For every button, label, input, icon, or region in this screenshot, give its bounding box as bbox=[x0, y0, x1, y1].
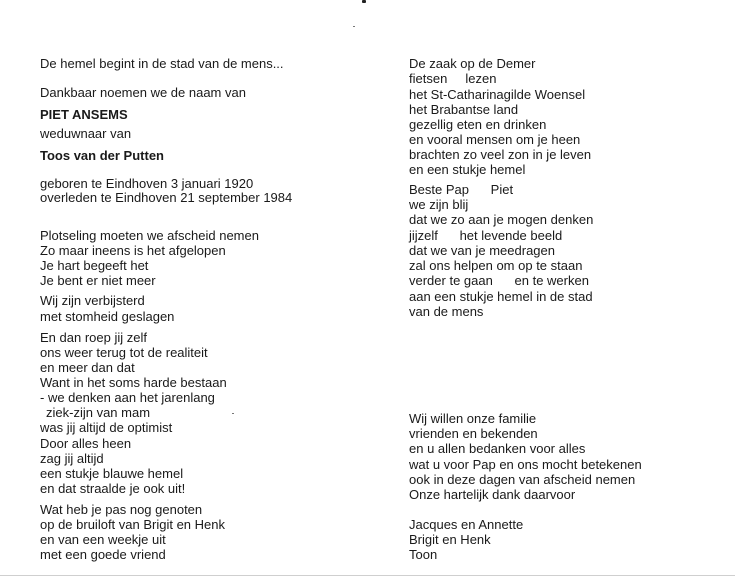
poem-line: Wij zijn verbijsterd bbox=[40, 293, 145, 308]
poem-line: het Brabantse land bbox=[409, 102, 519, 117]
poem-line: zal ons helpen om op te staan bbox=[409, 258, 583, 273]
poem-line: En dan roep jij zelf bbox=[40, 330, 147, 345]
poem-line: fietsen lezen bbox=[409, 71, 497, 86]
poem-line: Beste Pap Piet bbox=[409, 182, 514, 197]
poem-line: ons weer terug tot de realiteit bbox=[40, 345, 208, 360]
poem-line: dat we zo aan je mogen denken bbox=[409, 212, 594, 227]
poem-line: Je hart begeeft het bbox=[40, 258, 149, 273]
poem-line: een stukje blauwe hemel bbox=[40, 466, 184, 481]
thanks-line: vrienden en bekenden bbox=[409, 426, 538, 441]
deceased-name: PIET ANSEMS bbox=[40, 107, 128, 122]
poem-line: met stomheid geslagen bbox=[40, 309, 175, 324]
widower-line: weduwnaar van bbox=[40, 126, 132, 141]
poem-line: jijzelf het levende beeld bbox=[409, 228, 563, 243]
bottom-edge-line bbox=[0, 575, 735, 576]
poem-line: aan een stukje hemel in de stad bbox=[409, 289, 593, 304]
poem-line: het St-Catharinagilde Woensel bbox=[409, 87, 586, 102]
spouse-name: Toos van der Putten bbox=[40, 148, 164, 163]
poem-line: met een goede vriend bbox=[40, 547, 166, 562]
birth-line: geboren te Eindhoven 3 januari 1920 bbox=[40, 176, 254, 191]
poem-line: verder te gaan en te werken bbox=[409, 273, 589, 288]
poem-line: en van een weekje uit bbox=[40, 532, 166, 547]
thanks-line: ook in deze dagen van afscheid nemen bbox=[409, 472, 636, 487]
poem-line: en vooral mensen om je heen bbox=[409, 132, 581, 147]
poem-line: Door alles heen bbox=[40, 436, 132, 451]
poem-line: was jij altijd de optimist bbox=[40, 420, 173, 435]
poem-line: ziek-zijn van mam bbox=[46, 405, 151, 420]
dedication-line: Dankbaar noemen we de naam van bbox=[40, 85, 246, 100]
thanks-line: Wij willen onze familie bbox=[409, 411, 537, 426]
poem-line: gezellig eten en drinken bbox=[409, 117, 547, 132]
poem-line: en meer dan dat bbox=[40, 360, 135, 375]
thanks-line: wat u voor Pap en ons mocht betekenen bbox=[409, 457, 642, 472]
signature-line: Brigit en Henk bbox=[409, 532, 491, 547]
poem-line: we zijn blij bbox=[409, 197, 469, 212]
poem-line: op de bruiloft van Brigit en Henk bbox=[40, 517, 225, 532]
poem-line: Want in het soms harde bestaan bbox=[40, 375, 227, 390]
signature-line: Toon bbox=[409, 547, 438, 562]
poem-line: en dat straalde je ook uit! bbox=[40, 481, 186, 496]
signature-line: Jacques en Annette bbox=[409, 517, 524, 532]
poem-line: - we denken aan het jarenlang bbox=[40, 390, 215, 405]
speck bbox=[353, 26, 355, 27]
poem-line: Zo maar ineens is het afgelopen bbox=[40, 243, 226, 258]
poem-line: Je bent er niet meer bbox=[40, 273, 156, 288]
poem-line: en een stukje hemel bbox=[409, 162, 526, 177]
death-line: overleden te Eindhoven 21 september 1984 bbox=[40, 190, 293, 205]
poem-line: brachten zo veel zon in je leven bbox=[409, 147, 592, 162]
top-mark bbox=[362, 0, 366, 3]
poem-line: De zaak op de Demer bbox=[409, 56, 536, 71]
poem-line: Wat heb je pas nog genoten bbox=[40, 502, 203, 517]
opening-line: De hemel begint in de stad van de mens... bbox=[40, 56, 284, 71]
poem-line: Plotseling moeten we afscheid nemen bbox=[40, 228, 259, 243]
poem-line: dat we van je meedragen bbox=[409, 243, 555, 258]
thanks-line: Onze hartelijk dank daarvoor bbox=[409, 487, 576, 502]
poem-line: van de mens bbox=[409, 304, 484, 319]
poem-line: zag jij altijd bbox=[40, 451, 104, 466]
speck bbox=[232, 413, 234, 414]
thanks-line: en u allen bedanken voor alles bbox=[409, 441, 586, 456]
